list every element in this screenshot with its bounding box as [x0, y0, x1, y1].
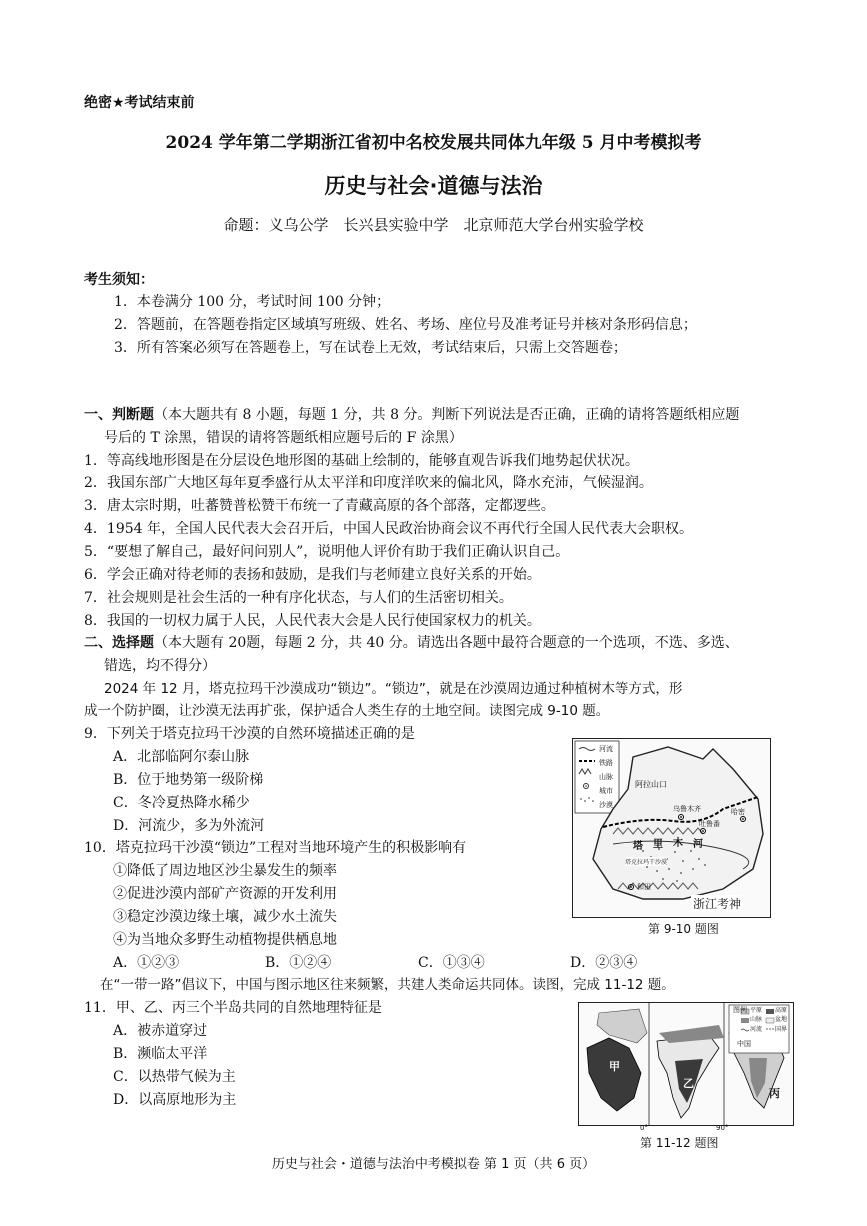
q10-item-1: ①降低了周边地区沙尘暴发生的频率 [113, 863, 337, 879]
legend-mountains: 山脉 [750, 1016, 763, 1023]
material-intro-1: 2024 年 12 月，塔克拉玛干沙漠成功“锁边”。“锁边”，就是在沙漠周边通过种植树木等方式，形 [104, 681, 683, 697]
section1-label: 一、判断题 [84, 407, 154, 423]
q11-option-d: D．以高原地形为主 [113, 1092, 237, 1108]
q9-option-d: D．河流少，多为外流河 [113, 818, 265, 834]
q10-option-b: B．①②④ [265, 955, 332, 971]
q9-option-b: B．位于地势第一级阶梯 [113, 772, 264, 788]
section1-header [84, 405, 739, 425]
label-li: 里 [653, 839, 663, 850]
legend-rivers: 河流 [750, 1026, 763, 1033]
label-china: 中国 [737, 1040, 751, 1048]
legend-mountain: 山脉 [599, 773, 613, 781]
xinjiang-legend [579, 742, 613, 812]
legend-river: 河流 [599, 745, 613, 753]
label-ta: 塔 [633, 841, 643, 852]
xinjiang-map [572, 738, 771, 918]
map1-caption: 第 9-10 题图 [648, 922, 719, 936]
notice-item: 3．所有答案必须写在答题卷上，写在试卷上无效，考试结束后，只需上交答题卷； [114, 340, 627, 356]
label-bing: 丙 [769, 1087, 780, 1100]
judge-item-4: 4．1954 年，全国人民代表大会召开后，中国人民政治协商会议不再代行全国人民代表大会职权。 [84, 521, 693, 537]
label-hetian: 和田 [637, 883, 651, 891]
judge-item-5: 5．“要想了解自己，最好问问别人”，说明他人评价有助于我们正确认识自己。 [84, 544, 570, 560]
label-alashankou: 阿拉山口 [635, 780, 667, 789]
q9-option-c: C．冬冷夏热降水稀少 [113, 795, 250, 811]
lon-0-label: 0° [640, 1124, 648, 1132]
judge-item-7: 7．社会规则是社会生活的一种有序化状态，与人们的生活密切相关。 [84, 590, 513, 606]
q10-option-d: D．②③④ [570, 955, 638, 971]
legend-border: 国界 [775, 1026, 788, 1033]
judge-item-2: 2．我国东部广大地区每年夏季盛行从太平洋和印度洋吹来的偏北风，降水充沛，气候湿润。 [84, 475, 653, 491]
notice-heading: 考生须知： [84, 272, 154, 288]
exam-title: 2024 学年第二学期浙江省初中名校发展共同体九年级 5 月中考模拟考 [165, 133, 702, 153]
secret-label: 绝密★考试结束前 [84, 95, 195, 111]
section1-desc-cont: 号后的 T 涂黑，错误的请将答题纸相应题号后的 F 涂黑） [104, 430, 463, 446]
section2-label: 二、选择题 [84, 635, 154, 651]
notice-item: 1．本卷满分 100 分，考试时间 100 分钟； [114, 294, 391, 310]
page-footer: 历史与社会・道德与法治中考模拟卷 第 1 页（共 6 页） [271, 1157, 596, 1172]
judge-item-1: 1．等高线地形图是在分层设色地形图的基础上绘制的，能够直观告诉我们地势起伏状况。 [84, 453, 639, 469]
judge-item-6: 6．学会正确对待老师的表扬和鼓励，是我们与老师建立良好关系的开始。 [84, 567, 541, 583]
section2-desc: （本大题有 20题，每题 2 分，共 40 分。请选出各题中最符合题意的一个选项，不选、多选、 [154, 635, 739, 651]
label-he: 河 [693, 839, 703, 850]
legend-railway: 铁路 [599, 759, 613, 767]
q10-item-4: ④为当地众多野生动植物提供栖息地 [113, 932, 337, 948]
q11-option-a: A．被赤道穿过 [113, 1023, 208, 1039]
q11-option-b: B．濒临太平洋 [113, 1046, 208, 1062]
label-taklamakan: 塔克拉玛干沙漠 [625, 859, 668, 866]
legend-plain: 平原 [750, 1007, 763, 1014]
q11-option-c: C．以热带气候为主 [113, 1069, 236, 1085]
q9-option-a: A．北部临阿尔泰山脉 [113, 749, 250, 765]
label-jia: 甲 [609, 1060, 620, 1073]
legend-plateau: 高原 [775, 1007, 788, 1014]
label-urumqi: 乌鲁木齐 [673, 805, 701, 813]
material-intro-2: 在“一带一路”倡议下，中国与图示地区往来频繁，共建人类命运共同体。读图，完成 11-12 题。 [100, 977, 675, 993]
asia-legend-title: 图例 [733, 1006, 747, 1014]
material-intro-1-cont: 成一个防护圈，让沙漠无法再扩张，保护适合人类生存的土地空间。读图完成 9-10 题。 [84, 703, 610, 719]
section2-header [84, 633, 739, 653]
q10-option-a: A．①②③ [113, 955, 180, 971]
section2-desc-cont: 错选，均不得分） [104, 658, 216, 674]
legend-city: 城市 [599, 787, 613, 795]
legend-basin: 盆地 [775, 1016, 788, 1023]
notice-item: 2．答题前，在答题卷指定区域填写班级、姓名、考场、座位号及准考证号并核对条形码信息； [114, 317, 697, 333]
map2-caption: 第 11-12 题图 [640, 1136, 719, 1150]
label-mu: 木 [673, 838, 683, 849]
subject-title: 历史与社会·道德与法治 [324, 174, 543, 198]
label-turpan: 吐鲁番 [699, 820, 720, 828]
label-yi: 乙 [683, 1077, 694, 1090]
q10-item-2: ②促进沙漠内部矿产资源的开发利用 [113, 886, 337, 902]
q9-stem: 9．下列关于塔克拉玛干沙漠的自然环境描述正确的是 [84, 726, 415, 742]
judge-item-3: 3．唐太宗时期，吐蕃赞普松赞干布统一了青藏高原的各个部落，定都逻些。 [84, 498, 555, 514]
q10-option-c: C．①③④ [418, 955, 485, 971]
q11-stem: 11．甲、乙、丙三个半岛共同的自然地理特征是 [84, 1000, 382, 1016]
watermark: 浙江考神 [693, 897, 742, 911]
judge-item-8: 8．我国的一切权力属于人民，人民代表大会是人民行使国家权力的机关。 [84, 613, 541, 629]
authors-line: 命题：义乌公学 长兴县实验中学 北京师范大学台州实验学校 [223, 216, 644, 234]
asia-map [578, 1002, 794, 1126]
q10-stem: 10．塔克拉玛干沙漠“锁边”工程对当地环境产生的积极影响有 [84, 840, 467, 856]
q10-item-3: ③稳定沙漠边缘土壤，减少水土流失 [113, 909, 337, 925]
label-hami: 哈密 [731, 808, 745, 816]
section1-desc: （本大题共有 8 小题，每题 1 分，共 8 分。判断下列说法是否正确，正确的请将答题纸相应题 [154, 407, 740, 423]
lon-90-label: 90° [716, 1124, 729, 1132]
legend-desert: 沙漠 [599, 801, 613, 809]
